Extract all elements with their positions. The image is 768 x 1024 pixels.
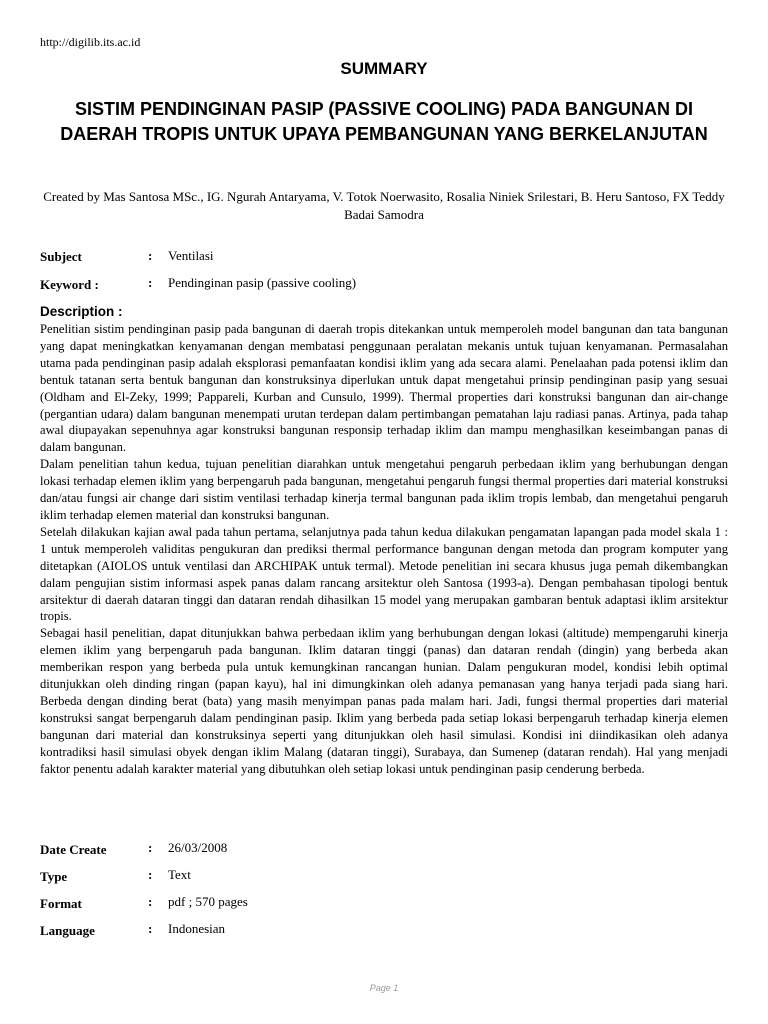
meta-value: Text [168, 867, 191, 882]
meta-label: Keyword : [40, 277, 99, 292]
meta-colon: : [148, 867, 153, 882]
meta-colon: : [148, 894, 153, 909]
description-paragraph: Sebagai hasil penelitian, dapat ditunjukkan bahwa perbedaan iklim yang berhubungan dengan lokasi (altitude) mempengaruhi kinerja elemen iklim yang berpengaruh pada bangunan. Iklim dataran tinggi (panas) dan dataran rendah (dingin) yang berbeda akan memberikan respon yang berbeda pula untuk kemungkinan rancangan hunian. Dalam pengukuran model, kondisi lebih optimal ditunjukkan oleh dinding ringan (papan kayu), hal ini dimungkinkan oleh adanya pemanasan yang hanya terjadi pada siang hari. Berbeda dengan dinding berat (bata) yang masih menyimpan panas pada malam hari. Jadi, fungsi thermal properties dari material konstruksi sangat berpengaruh dalam pendinginan pasip. Iklim yang berbeda pada setiap lokasi berpengaruh terhadap kinerja elemen bangunan dari material dan konstruksinya seperti yang ditunjukkan oleh hasil simulasi. Kondisi ini diindikasikan oleh adanya kontradiksi hasil simulasi obyek dengan iklim Malang (dataran tinggi), Surabaya, dan Sumenep (dataran rendah). Hal yang menjadi faktor penentu adalah karakter material yang dibutuhkan oleh setiap lokasi untuk pendinginan pasip cenderung berbeda. [40, 626, 728, 776]
meta-value: Ventilasi [168, 248, 214, 263]
description-paragraph: Penelitian sistim pendinginan pasip pada bangunan di daerah tropis ditekankan untuk memperoleh model bangunan dan tata bangunan yang dapat meningkatkan kenyamanan dengan membatasi penggunaan peralatan mekanis untuk tujuan kenyamanan. Permasalahan utama pada pendinginan pasip adalah eksplorasi pemanfaatan kondisi iklim yang ada secara alami. Penelaahan pada potensi iklim dan bentuk tatanan serta bentuk bangunan dan konstruksinya diperlukan untuk dapat mengetahui prinsip pendinginan pasip yang sesuai (Oldham and El-Zeky, 1999; Pappareli, Kurban and Cunsulo, 1999). Thermal properties dari konstruksi bangunan dan air-change (pergantian udara) dalam bangunan menempati urutan terdepan dalam pertimbangan pematahan laju radiasi panas. Artinya, pada tahap awal diupayakan sepenuhnya agar konstruksi bangunan responsip terhadap iklim dan mampu menghasilkan keseimbangan panas di dalam bangunan. [40, 322, 728, 455]
meta-colon: : [148, 248, 153, 263]
meta-label: Date Create [40, 842, 107, 857]
meta-value: 26/03/2008 [168, 840, 228, 855]
meta-label: Language [40, 923, 95, 938]
description-body [40, 321, 728, 777]
page-number: Page 1 [369, 983, 399, 993]
source-url: http://digilib.its.ac.id [40, 35, 141, 49]
summary-heading: SUMMARY [340, 59, 428, 78]
meta-value: pdf ; 570 pages [168, 894, 248, 909]
meta-label: Format [40, 896, 82, 911]
description-paragraph: Setelah dilakukan kajian awal pada tahun pertama, selanjutnya pada tahun kedua dilakukan pengamatan lapangan pada model skala 1 : 1 untuk memperoleh validitas pengukuran dan prediksi thermal performance bangunan dengan metoda dan program komputer yang ditetapkan (AIOLOS untuk ventilasi dan ARCHIPAK untuk termal). Metode penelitian ini secara khusus juga pemah dikembangkan dalam pengujian sistim informasi aspek panas dalam rancang arsitektur oleh Santosa (1993-a). Dengan pembahasan tipologi bentuk arsitektur di daerah dataran tinggi dan dataran rendah dihasilkan 15 model yang merupakan gambaran bentuk adaptasi iklim arsitektur tropis. [40, 524, 728, 624]
meta-label: Type [40, 869, 68, 884]
meta-value: Pendinginan pasip (passive cooling) [168, 275, 357, 290]
meta-colon: : [148, 921, 153, 936]
meta-colon: : [148, 275, 153, 290]
document-title: SISTIM PENDINGINAN PASIP (PASSIVE COOLING) PADA BANGUNAN DI DAERAH TROPIS UNTUK UPAYA PEMBANGUNAN YANG BERKELANJUTAN [60, 99, 708, 144]
meta-value: Indonesian [168, 921, 226, 936]
description-heading: Description : [40, 304, 123, 319]
meta-label: Subject [40, 249, 82, 264]
description-paragraph: Dalam penelitian tahun kedua, tujuan penelitian diarahkan untuk mengetahui pengaruh perbedaan iklim yang berhubungan dengan lokasi terhadap elemen iklim yang berpengaruh pada bangunan, mengetahui pengaruh fungsi thermal properties dari material konstruksi dan/atau fungsi air change dari sistim ventilasi terhadap kinerja termal bangunan pada iklim tropis lembab, dan mengetahui pengaruh iklim terhadap elemen material dan konstruksi bangunan. [40, 457, 728, 522]
meta-colon: : [148, 840, 153, 855]
authors-line: Created by Mas Santosa MSc., IG. Ngurah Antaryama, V. Totok Noerwasito, Rosalia Niniek Srilestari, B. Heru Santoso, FX Teddy Badai Samodra [43, 189, 725, 222]
